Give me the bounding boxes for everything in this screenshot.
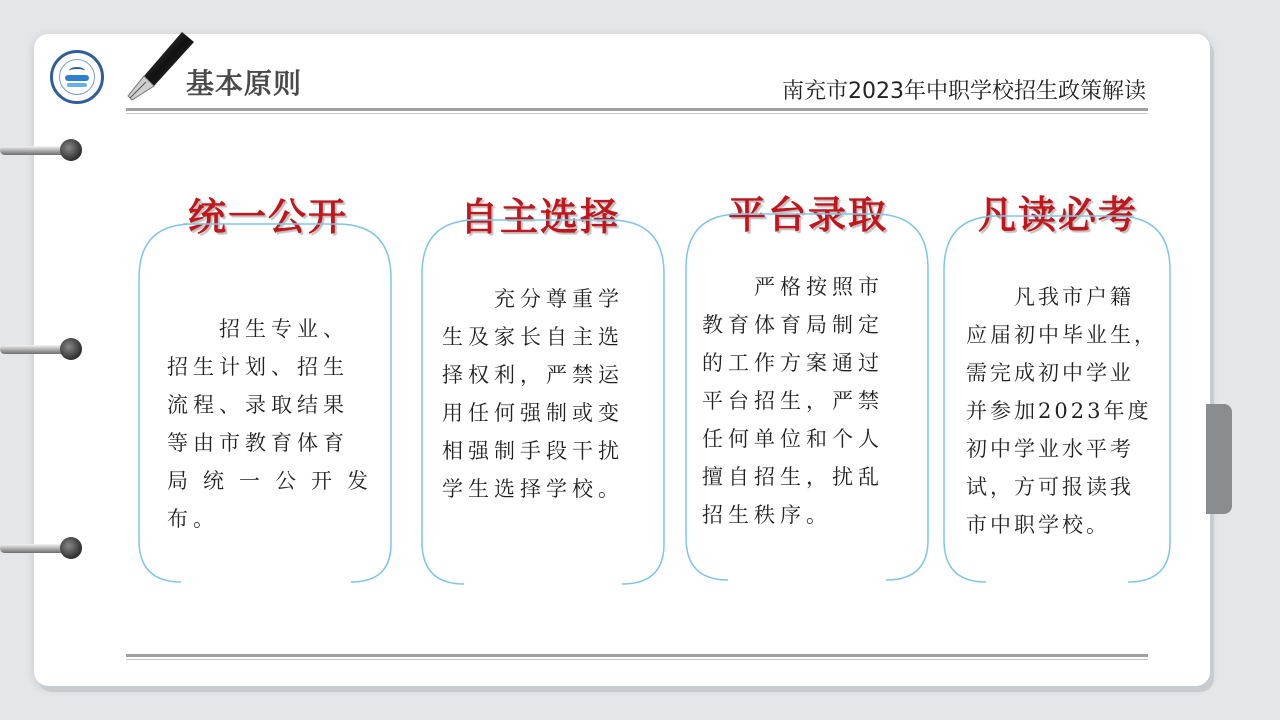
- principle-text: 招生专业、 招生计划、招生 流程、录取结果 等由市教育体育 局统一公开发布。: [167, 317, 373, 531]
- footer-rule: [126, 654, 1148, 657]
- document-title: 南充市2023年中职学校招生政策解读: [782, 79, 1146, 104]
- binder-ring: [0, 534, 90, 564]
- page-side-tab[interactable]: [1206, 404, 1232, 514]
- section-title: 基本原则: [186, 67, 303, 100]
- school-emblem-icon: [50, 50, 104, 104]
- principle-title: 自主选择: [459, 194, 620, 239]
- principle-title: 统一公开: [187, 194, 348, 239]
- principle-card: [942, 214, 1172, 584]
- binder-ring: [0, 335, 90, 365]
- header-rule-thin: [126, 113, 1148, 114]
- principle-card: [684, 212, 930, 582]
- principle-text: 充分尊重学 生及家长自主选 择权利，严禁运 用任何强制或变 相强制手段干扰 学生选择学校。: [442, 287, 624, 501]
- header-rule: [126, 108, 1148, 111]
- principle-card: [420, 218, 666, 586]
- principle-card: [137, 222, 393, 584]
- principle-text: 严格按照市 教育体育局制定 的工作方案通过 平台招生，严禁 任何单位和个人 擅自招生，扰乱 招生秩序。: [702, 275, 884, 527]
- binder-ring: [0, 136, 90, 166]
- principle-title: 凡读必考: [977, 192, 1138, 237]
- footer-rule-thin: [126, 659, 1148, 660]
- principle-text: 凡我市户籍 应届初中毕业生， 需完成初中学业 并参加2023年度 初中学业水平考 试，方可报读我 市中职学校。: [966, 285, 1158, 537]
- principle-title: 平台录取: [727, 192, 888, 237]
